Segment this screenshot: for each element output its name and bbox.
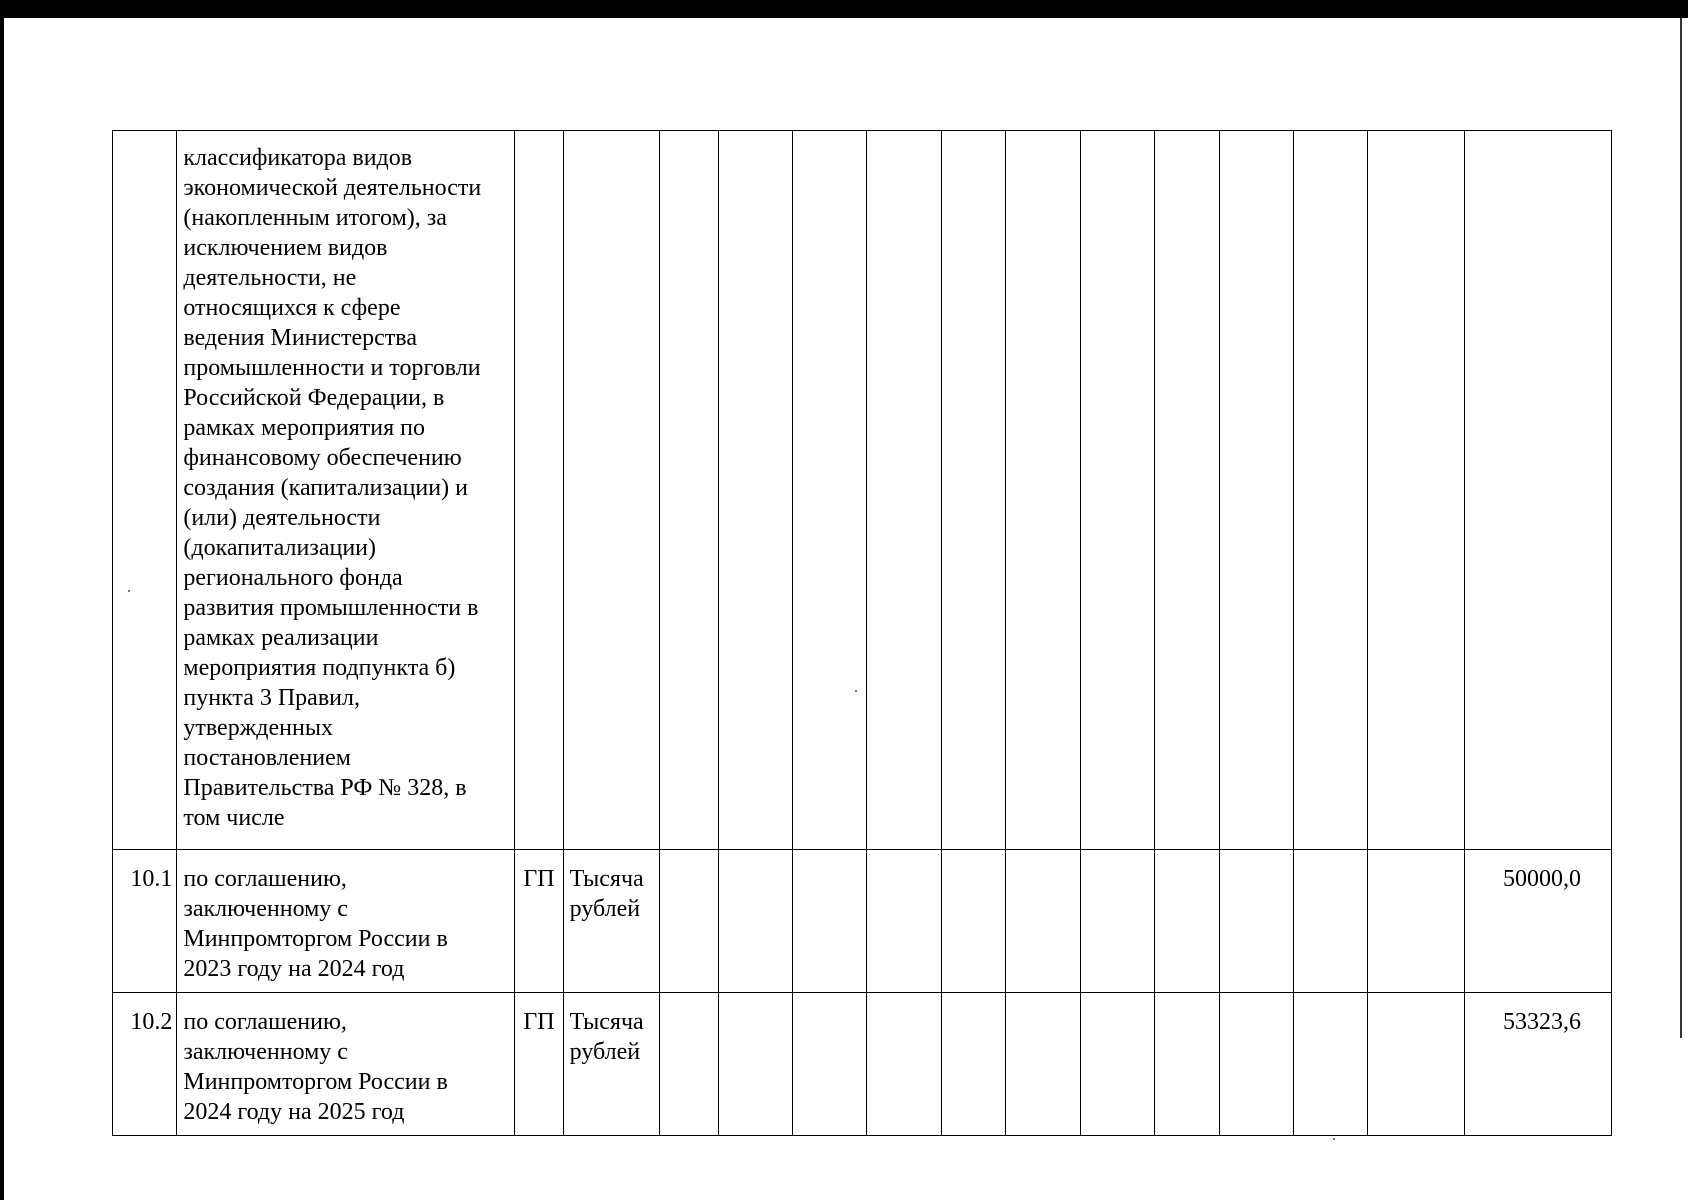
description-line: промышленности и торговли [183,355,481,381]
row-description-cell [177,131,515,850]
description-line: заключенному с [183,1039,348,1065]
description-line: том числе [183,805,285,831]
empty-cell [660,850,718,993]
description-line: развития промышленности в [183,595,479,621]
unit-line: Тысяча [569,1009,644,1035]
scan-edge-right [1680,18,1682,1038]
description-line: 2024 году на 2025 год [183,1099,405,1125]
description-line: финансовому обеспечению [183,445,462,471]
description-line: по соглашению, [183,866,347,892]
table-row-continued [113,131,1612,850]
empty-cell [1368,850,1465,993]
table-row [113,850,1612,993]
empty-cell [1006,131,1080,850]
empty-cell [660,131,718,850]
empty-cell [793,850,867,993]
unit-cell [563,993,660,1136]
empty-cell [1155,850,1219,993]
description-line: утвержденных [183,715,333,741]
empty-cell [660,993,718,1136]
empty-cell [1219,850,1293,993]
program-cell [515,131,563,850]
value-cell: 50000,0 [1464,850,1611,993]
scan-border-top [0,0,1688,18]
empty-cell [941,131,1005,850]
scan-speck [1333,1138,1335,1140]
description-line: постановлением [183,745,351,771]
empty-cell [1293,850,1367,993]
empty-cell [1155,131,1219,850]
description-line: экономической деятельности [183,175,482,201]
empty-cell [1006,850,1080,993]
table-row [113,993,1612,1136]
unit-line: Тысяча [569,866,644,892]
indicators-table [112,130,1612,1136]
scan-speck [855,690,857,692]
empty-cell [718,993,792,1136]
empty-cell [867,993,941,1136]
empty-cell [793,993,867,1136]
value-cell [1464,131,1611,850]
unit-line: рублей [569,1039,641,1065]
description-line: Минпромторгом России в [183,1069,448,1095]
empty-cell [867,850,941,993]
empty-cell [1219,993,1293,1136]
description-line: заключенному с [183,896,348,922]
description-line: ведения Министерства [183,325,417,351]
row-number-cell [113,131,177,850]
empty-cell [793,131,867,850]
unit-cell [563,850,660,993]
description-line: Минпромторгом России в [183,926,448,952]
row-description-cell [177,850,515,993]
program-cell: ГП [515,850,563,993]
description-line: классификатора видов [183,145,413,171]
description-line: пункта 3 Правил, [183,685,360,711]
empty-cell [1293,993,1367,1136]
scan-border-left [0,0,4,1200]
empty-cell [1368,131,1465,850]
description-line: по соглашению, [183,1009,347,1035]
empty-cell [1080,993,1154,1136]
empty-cell [1006,993,1080,1136]
empty-cell [1219,131,1293,850]
description-line: Российской Федерации, в [183,385,445,411]
description-line: (накопленным итогом), за [183,205,447,231]
description-line: деятельности, не [183,265,357,291]
description-line: создания (капитализации) и [183,475,468,501]
empty-cell [718,850,792,993]
description-line: мероприятия подпункта б) [183,655,456,681]
unit-line: рублей [569,896,641,922]
description-line: (докапитализации) [183,535,377,561]
description-line: рамках мероприятия по [183,415,425,441]
unit-cell [563,131,660,850]
empty-cell [867,131,941,850]
row-number-cell: 10.1 [113,850,177,993]
scan-speck [128,590,130,592]
description-line: регионального фонда [183,565,403,591]
empty-cell [1080,850,1154,993]
description-line: 2023 году на 2024 год [183,956,405,982]
empty-cell [718,131,792,850]
empty-cell [1080,131,1154,850]
row-description-cell [177,993,515,1136]
description-line: исключением видов [183,235,388,261]
empty-cell [941,850,1005,993]
row-number-cell: 10.2 [113,993,177,1136]
description-line: относящихся к сфере [183,295,401,321]
empty-cell [1293,131,1367,850]
program-cell: ГП [515,993,563,1136]
empty-cell [1155,993,1219,1136]
empty-cell [1368,993,1465,1136]
description-line: (или) деятельности [183,505,381,531]
description-line: Правительства РФ № 328, в [183,775,467,801]
value-cell: 53323,6 [1464,993,1611,1136]
empty-cell [941,993,1005,1136]
description-line: рамках реализации [183,625,379,651]
